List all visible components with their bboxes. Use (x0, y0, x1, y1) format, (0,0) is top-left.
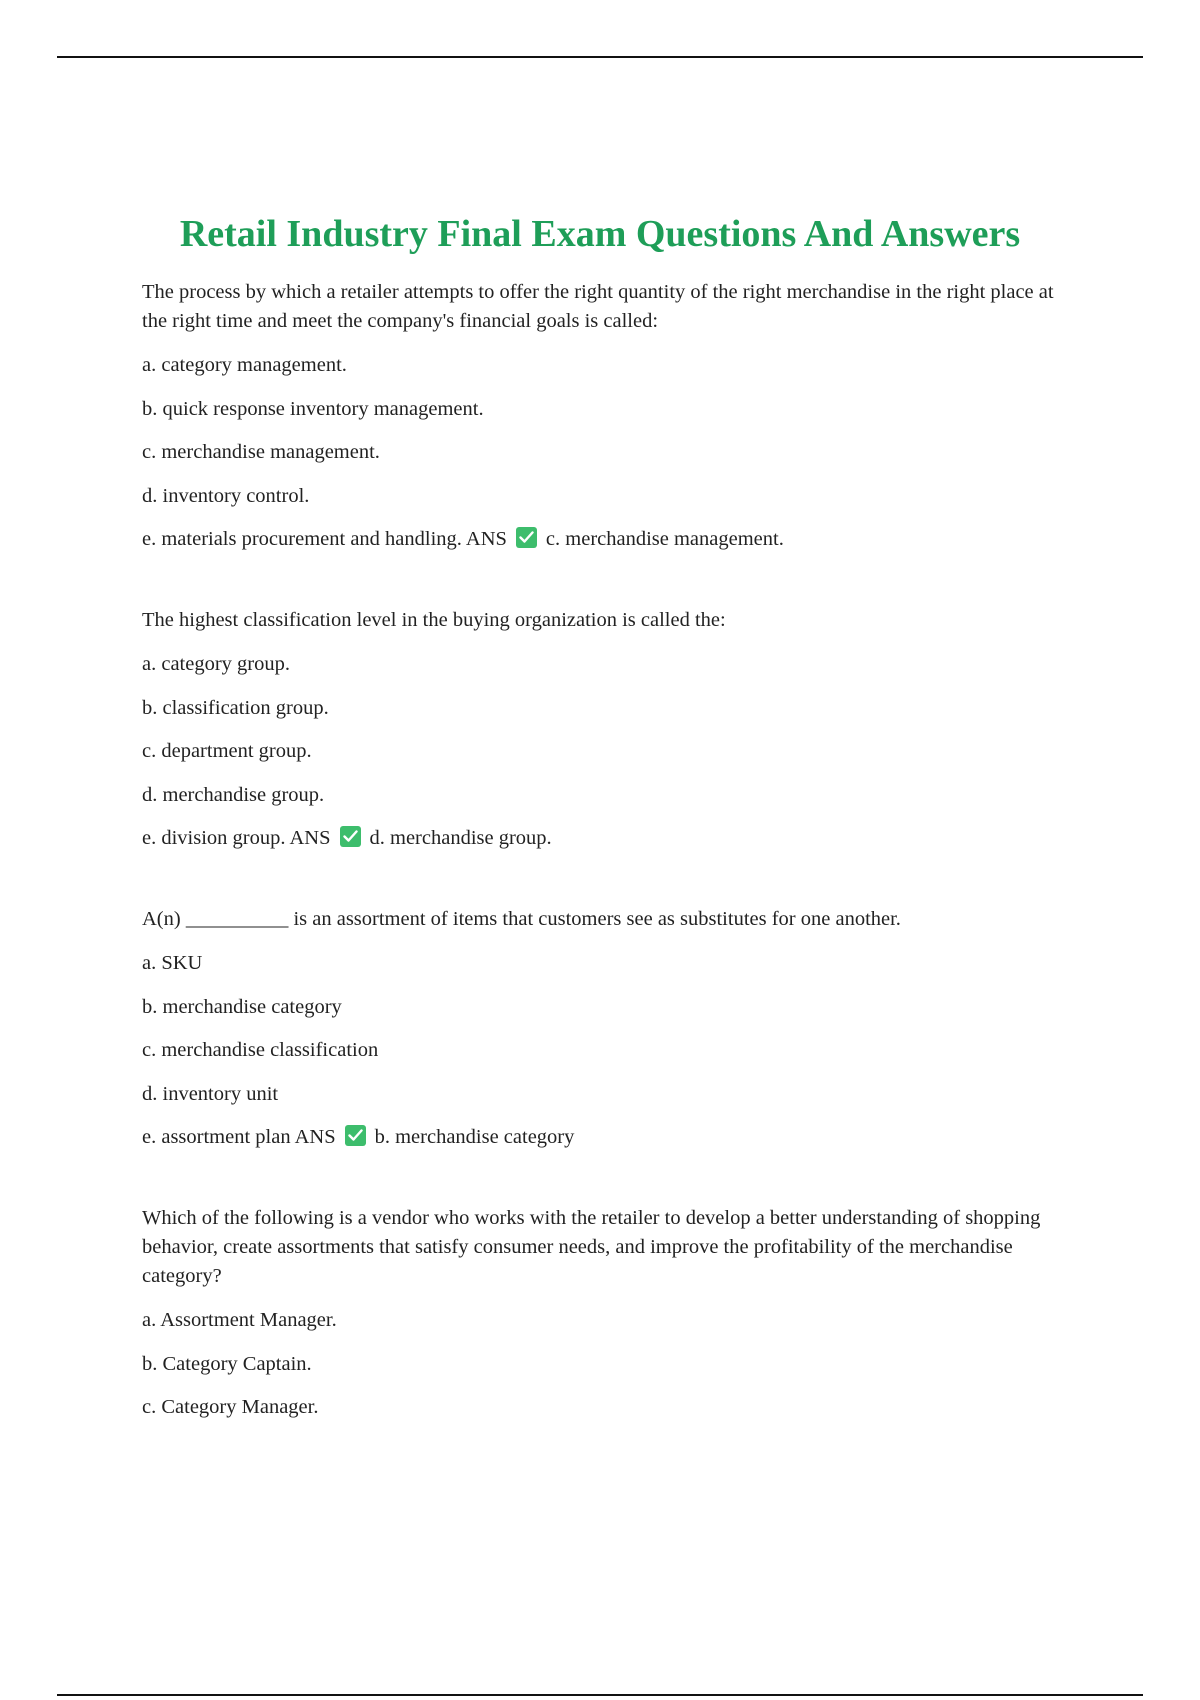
checkmark-icon (345, 1125, 366, 1146)
answer-option-b: b. Category Captain. (142, 1352, 312, 1375)
question-3 (142, 905, 1057, 1152)
answer-option-d: d. merchandise group. (142, 783, 325, 806)
answer-option-e-with-answer (142, 525, 1057, 554)
correct-answer: d. merchandise group. (369, 827, 552, 849)
answer-option-a: a. Assortment Manager. (142, 1309, 337, 1331)
answer-option-c: c. merchandise classification (142, 1039, 379, 1061)
answer-option-b: b. merchandise category (142, 995, 342, 1018)
answer-option-c: c. Category Manager. (142, 1396, 319, 1418)
header-rule (57, 56, 1143, 58)
answer-option-d: d. inventory unit (142, 1082, 279, 1105)
checkmark-icon (340, 826, 361, 847)
question-4 (142, 1204, 1057, 1422)
answer-option-b: b. quick response inventory management. (142, 397, 484, 420)
footer-rule (57, 1694, 1143, 1696)
document-body (142, 278, 1057, 1474)
question-2 (142, 606, 1057, 853)
question-1 (142, 278, 1057, 554)
answer-option-e-with-answer (142, 824, 1057, 853)
answer-option-b: b. classification group. (142, 696, 329, 719)
question-text: A(n) __________ is an assortment of items that customers see as substitutes for one another. (142, 908, 901, 930)
document-title: Retail Industry Final Exam Questions And Answers (179, 213, 1021, 255)
answer-option-c: c. department group. (142, 740, 312, 762)
answer-option-e: e. division group. ANS (142, 827, 331, 849)
question-text: The process by which a retailer attempts to offer the right quantity of the right merchandise in the right place at the right time and meet the company's financial goals is called: (142, 281, 1054, 332)
answer-option-e: e. assortment plan ANS (142, 1126, 336, 1148)
answer-option-c: c. merchandise management. (142, 441, 380, 463)
correct-answer: c. merchandise management. (545, 528, 784, 550)
answer-option-a: a. category management. (142, 354, 347, 376)
correct-answer: b. merchandise category (374, 1126, 575, 1148)
answer-option-a: a. SKU (142, 952, 203, 974)
answer-option-e-with-answer (142, 1123, 1057, 1152)
answer-option-e: e. materials procurement and handling. ANS (142, 528, 507, 550)
question-text: Which of the following is a vendor who works with the retailer to develop a better understanding of shopping behavior, create assortments that satisfy consumer needs, and improve the profitability of the merchandise category? (142, 1207, 1041, 1287)
checkmark-icon (516, 527, 537, 548)
answer-option-d: d. inventory control. (142, 484, 310, 507)
answer-option-a: a. category group. (142, 653, 290, 675)
question-text: The highest classification level in the buying organization is called the: (142, 609, 726, 631)
